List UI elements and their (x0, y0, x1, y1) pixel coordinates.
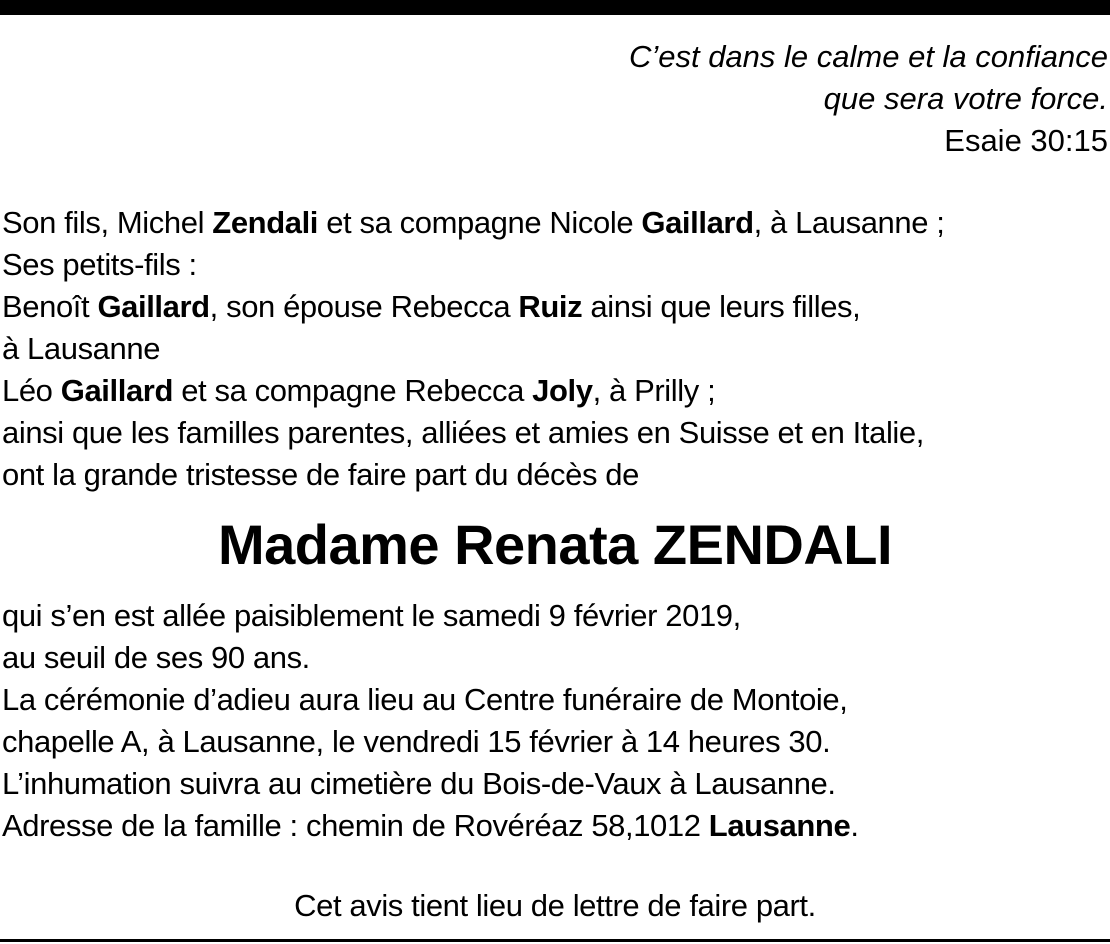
surname-bold: Joly (532, 373, 593, 408)
bottom-border-rule (0, 939, 1110, 942)
text-segment: L’inhumation suivra au cimetière du Bois-de-Vaux à Lausanne. (2, 766, 836, 801)
text-segment: , à Lausanne ; (753, 205, 945, 240)
family-line (2, 245, 197, 285)
text-segment: et sa compagne Nicole (318, 205, 642, 240)
details-line (2, 596, 741, 636)
family-line (2, 203, 945, 243)
text-segment: ont la grande tristesse de faire part du décès de (2, 457, 639, 492)
surname-bold: Lausanne (708, 808, 851, 843)
details-line (2, 806, 859, 846)
text-segment: Léo (2, 373, 61, 408)
details-line (2, 680, 847, 720)
epigraph-line-2: que sera votre force. (823, 81, 1108, 116)
text-segment: qui s’en est allée paisiblement le samedi 9 février 2019, (2, 598, 741, 633)
text-segment: Son fils, Michel (2, 205, 213, 240)
family-line (2, 329, 160, 369)
text-segment: . (850, 808, 859, 843)
details-line (2, 638, 310, 678)
family-line (2, 287, 860, 327)
text-segment: et sa compagne Rebecca (172, 373, 533, 408)
family-line (2, 455, 639, 495)
text-segment: à Lausanne (2, 331, 161, 366)
family-line (2, 413, 924, 453)
text-segment: ainsi que les familles parentes, alliées et amies en Suisse et en Italie, (2, 415, 924, 450)
surname-bold: Gaillard (641, 205, 754, 240)
text-segment: chapelle A, à Lausanne, le vendredi 15 février à 14 heures 30. (2, 724, 831, 759)
text-segment: , son épouse Rebecca (209, 289, 519, 324)
surname-bold: Gaillard (97, 289, 210, 324)
text-segment: , à Prilly ; (592, 373, 716, 408)
text-segment: ainsi que leurs filles, (582, 289, 861, 324)
text-segment: La cérémonie d’adieu aura lieu au Centre funéraire de Montoie, (2, 682, 848, 717)
top-border-rule (0, 0, 1110, 15)
surname-bold: Zendali (212, 205, 318, 240)
epigraph-reference: Esaie 30:15 (944, 123, 1108, 158)
text-segment: au seuil de ses 90 ans. (2, 640, 310, 675)
deceased-name: Madame Renata ZENDALI (217, 513, 893, 576)
text-segment: Ses petits-fils : (2, 247, 197, 282)
text-segment: Adresse de la famille : chemin de Rovéréaz 58,1012 (2, 808, 709, 843)
text-segment: Benoît (2, 289, 98, 324)
details-line (2, 764, 836, 804)
surname-bold: Gaillard (60, 373, 173, 408)
surname-bold: Ruiz (518, 289, 583, 324)
epigraph-line-1: C’est dans le calme et la confiance (628, 39, 1108, 74)
epigraph (629, 36, 1108, 162)
family-line (2, 371, 715, 411)
details-line (2, 722, 830, 762)
closing-note: Cet avis tient lieu de lettre de faire part. (294, 888, 816, 923)
